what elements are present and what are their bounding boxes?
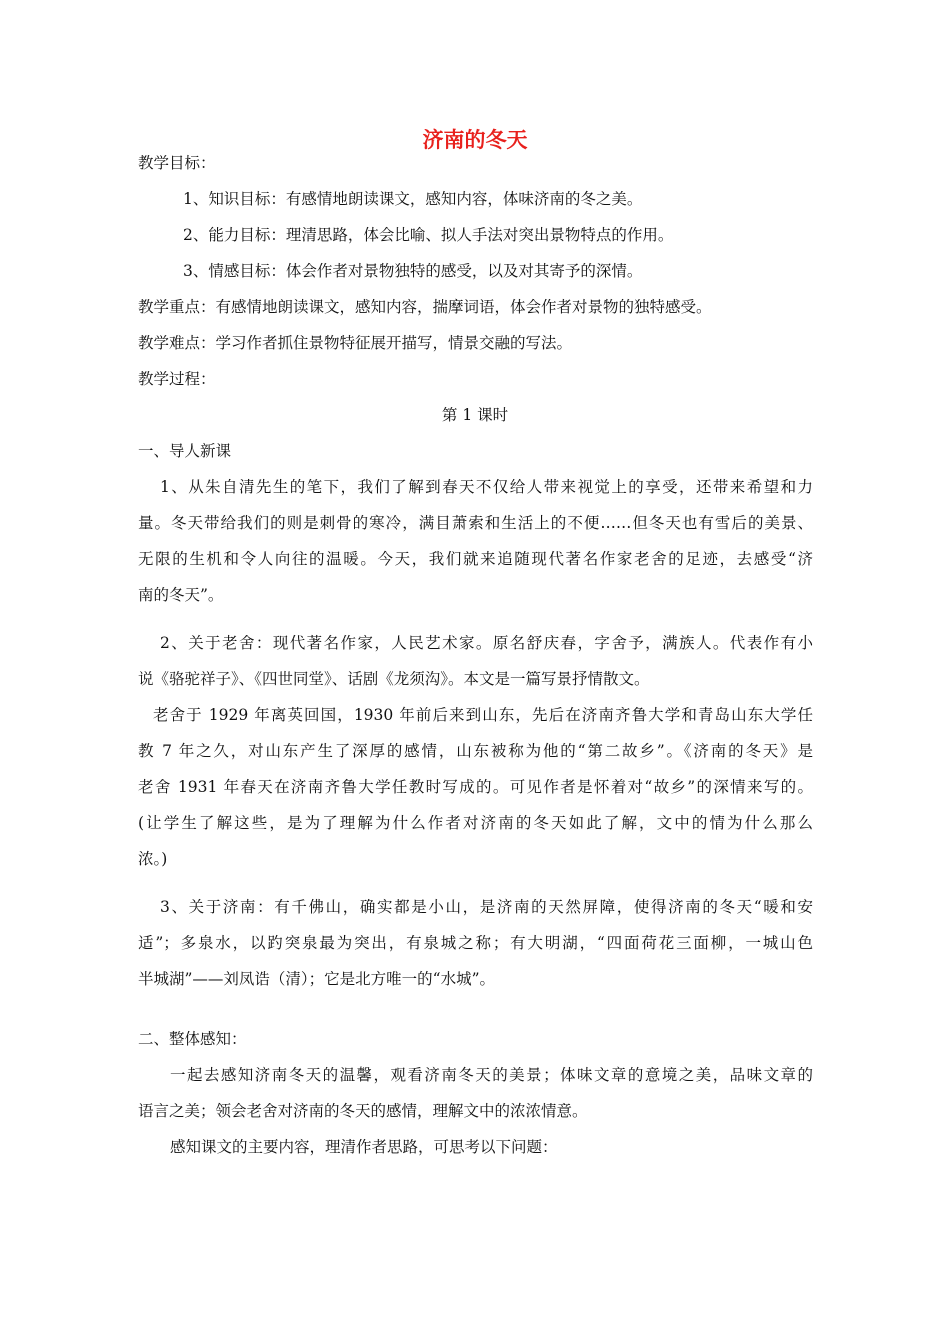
section1-heading: 一、导人新课 <box>138 442 232 460</box>
paragraph-line: 教 7 年之久，对山东产生了深厚的感情，山东被称为他的“第二故乡”。《济南的冬天》是 <box>138 742 813 760</box>
paragraph-line: 无限的生机和令人向往的温暖。今天，我们就来追随现代著名作家老舍的足迹，去感受“济 <box>138 550 813 568</box>
paragraph-line: 浓。) <box>138 850 168 868</box>
paragraph-line: 说《骆驼祥子》、《四世同堂》、话剧《龙须沟》。本文是一篇写景抒情散文。 <box>138 670 650 688</box>
paragraph-line: 语言之美；领会老舍对济南的冬天的感情，理解文中的浓浓情意。 <box>138 1102 588 1120</box>
difficulty: 教学难点：学习作者抓住景物特征展开描写，情景交融的写法。 <box>138 334 573 352</box>
paragraph-line: 量。冬天带给我们的则是刺骨的寒冷，满目萧索和生活上的不便……但冬天也有雪后的美景、 <box>138 514 813 532</box>
paragraph-line: (让学生了解这些，是为了理解为什么作者对济南的冬天如此了解，文中的情为什么那么 <box>138 814 813 832</box>
key-point: 教学重点：有感情地朗读课文，感知内容，揣摩词语，体会作者对景物的独特感受。 <box>138 298 712 316</box>
paragraph-line: 南的冬天”。 <box>138 586 224 604</box>
paragraph-line: 老舍 1931 年春天在济南齐鲁大学任教时写成的。可见作者是怀着对“故乡”的深情来写的。 <box>138 778 813 796</box>
document-title: 济南的冬天 <box>422 128 528 152</box>
paragraph-line: 2、关于老舍：现代著名作家，人民艺术家。原名舒庆春，字舍予，满族人。代表作有小 <box>160 634 813 652</box>
lesson-label: 第 1 课时 <box>441 406 509 424</box>
paragraph-line: 感知课文的主要内容，理清作者思路，可思考以下问题： <box>170 1138 558 1156</box>
paragraph-line: 1、从朱自清先生的笔下，我们了解到春天不仅给人带来视觉上的享受，还带来希望和力 <box>160 478 813 496</box>
objective-ability: 2、能力目标：理清思路，体会比喻、拟人手法对突出景物特点的作用。 <box>183 226 674 244</box>
objective-knowledge: 1、知识目标：有感情地朗读课文，感知内容，体味济南的冬之美。 <box>183 190 643 208</box>
paragraph-line: 适”；多泉水，以趵突泉最为突出，有泉城之称；有大明湖，“四面荷花三面柳，一城山色 <box>138 934 813 952</box>
objective-emotion: 3、情感目标：体会作者对景物独特的感受，以及对其寄予的深情。 <box>183 262 643 280</box>
paragraph-line: 3、关于济南：有千佛山，确实都是小山，是济南的天然屏障，使得济南的冬天“暖和安 <box>160 898 813 916</box>
paragraph-line: 老舍于 1929 年离英回国，1930 年前后来到山东，先后在济南齐鲁大学和青岛山东大学任 <box>153 706 813 724</box>
section2-heading: 二、整体感知： <box>138 1030 247 1048</box>
objectives-heading: 教学目标： <box>138 154 216 172</box>
paragraph-line: 半城湖”——刘凤诰（清）；它是北方唯一的“水城”。 <box>138 970 496 988</box>
paragraph-line: 一起去感知济南冬天的温馨，观看济南冬天的美景；体味文章的意境之美，品味文章的 <box>170 1066 813 1084</box>
process-heading: 教学过程： <box>138 370 216 388</box>
